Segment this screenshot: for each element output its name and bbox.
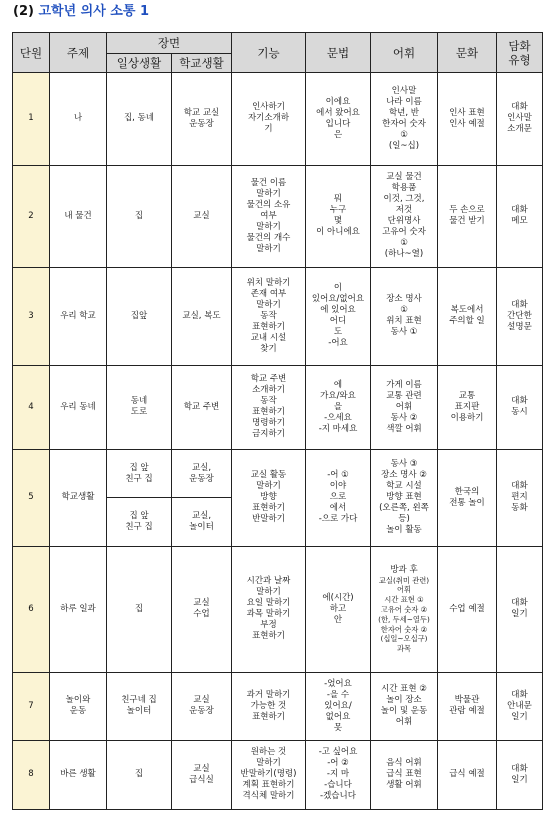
unit-number: 3: [13, 268, 50, 366]
vocab-cell: 장소 명사 ① 위치 표현 동사 ①: [371, 268, 438, 366]
scene-school-cell: 교실 수업: [172, 546, 232, 673]
scene-daily-cell: 집: [107, 740, 172, 809]
table-row: [13, 268, 543, 366]
topic-cell: 우리 동네: [50, 365, 107, 449]
discourse-cell: 대화 메모: [497, 165, 543, 268]
scene-daily-cell: 집앞: [107, 268, 172, 366]
vocab-cell: 동사 ③ 장소 명사 ② 학교 시설 방향 표현 (오른쪽, 왼쪽 등) 놀이 활동: [371, 450, 438, 547]
scene-daily-cell: 집: [107, 546, 172, 673]
vocab-cell: 교실 물건 학용품 이것, 그것, 저것 단위명사 고유어 숫자 ① (하나~열): [371, 165, 438, 268]
scene-daily-cell: 집 앞 친구 집: [107, 450, 172, 498]
topic-cell: 바른 생활: [50, 740, 107, 809]
header-unit: 단원: [13, 33, 50, 73]
culture-cell: 두 손으로 물건 받기: [438, 165, 497, 268]
topic-cell: 놀이와 운동: [50, 673, 107, 740]
scene-school-cell: 학교 주변: [172, 365, 232, 449]
unit-number: 7: [13, 673, 50, 740]
function-cell: 학교 주변 소개하기 동작 표현하기 명령하기 금지하기: [232, 365, 306, 449]
unit-number: 6: [13, 546, 50, 673]
header-culture: 문화: [438, 33, 497, 73]
unit-number: 4: [13, 365, 50, 449]
culture-cell: 박물관 관람 예절: [438, 673, 497, 740]
table-row: [13, 546, 543, 673]
grammar-cell: -었어요 -을 수 있어요/ 없어요 못: [306, 673, 371, 740]
discourse-cell: 대화 일기: [497, 740, 543, 809]
scene-school-cell: 교실, 놀이터: [172, 498, 232, 546]
grammar-cell: 이 있어요/없어요 에 있어요 어디 도 -어요: [306, 268, 371, 366]
header-function: 기능: [232, 33, 306, 73]
grammar-cell: 에(시간) 하고 안: [306, 546, 371, 673]
discourse-cell: 대화 편지 동화: [497, 450, 543, 547]
scene-daily-cell: 집: [107, 165, 172, 268]
topic-cell: 내 물건: [50, 165, 107, 268]
vocab-cell: 방과 후 교실(취미 관련) 어휘 시간 표현 ① 고유어 숫자 ② (한, 두세~열두) 한자어 숫자 ② (십일~오십구) 과목: [371, 546, 438, 673]
table-row: [13, 365, 543, 449]
scene-daily-cell: 친구네 집 놀이터: [107, 673, 172, 740]
function-cell: 인사하기 자기소개하 기: [232, 73, 306, 166]
table-row: [13, 740, 543, 809]
scene-school-cell: 교실 급식실: [172, 740, 232, 809]
unit-number: 2: [13, 165, 50, 268]
function-cell: 원하는 것 말하기 반말하기(명령) 계획 표현하기 격식체 말하기: [232, 740, 306, 809]
scene-school-cell: 교실: [172, 165, 232, 268]
scene-school-cell: 교실, 복도: [172, 268, 232, 366]
function-cell: 시간과 날짜 말하기 요일 말하기 과목 말하기 부정 표현하기: [232, 546, 306, 673]
topic-cell: 나: [50, 73, 107, 166]
culture-cell: 급식 예절: [438, 740, 497, 809]
scene-daily-cell: 동네 도로: [107, 365, 172, 449]
discourse-cell: 대화 간단한 설명문: [497, 268, 543, 366]
discourse-cell: 대화 안내문 일기: [497, 673, 543, 740]
section-number: (2): [13, 4, 34, 19]
culture-cell: 한국의 전통 놀이: [438, 450, 497, 547]
scene-school-cell: 교실, 운동장: [172, 450, 232, 498]
unit-number: 5: [13, 450, 50, 547]
vocab-cell: 음식 어휘 급식 표현 생활 어휘: [371, 740, 438, 809]
culture-cell: 복도에서 주의할 일: [438, 268, 497, 366]
header-discourse: 담화 유형: [497, 33, 543, 73]
section-title-text: 고학년 의사 소통 1: [38, 4, 149, 19]
culture-cell: 교통 표지판 이용하기: [438, 365, 497, 449]
scene-daily-cell: 집, 동네: [107, 73, 172, 166]
header-scene: 장면: [107, 33, 232, 54]
header-scene-school: 학교생활: [172, 54, 232, 73]
discourse-cell: 대화 일기: [497, 546, 543, 673]
function-cell: 물건 이름 말하기 물건의 소유 여부 말하기 물건의 개수 말하기: [232, 165, 306, 268]
discourse-cell: 대화 동시: [497, 365, 543, 449]
function-cell: 교실 활동 말하기 방향 표현하기 반말하기: [232, 450, 306, 547]
topic-cell: 우리 학교: [50, 268, 107, 366]
scene-school-cell: 학교 교실 운동장: [172, 73, 232, 166]
vocab-cell: 가게 이름 교통 관련 어휘 동사 ② 색깔 어휘: [371, 365, 438, 449]
vocab-cell: 인사말 나라 이름 학년, 반 한자어 숫자 ① (일~십): [371, 73, 438, 166]
unit-number: 8: [13, 740, 50, 809]
unit-number: 1: [13, 73, 50, 166]
topic-cell: 하루 일과: [50, 546, 107, 673]
curriculum-table: [12, 32, 543, 810]
vocab-cell: 시간 표현 ② 놀이 장소 놀이 및 운동 어휘: [371, 673, 438, 740]
header-vocab: 어휘: [371, 33, 438, 73]
topic-cell: 학교생활: [50, 450, 107, 547]
discourse-cell: 대화 인사말 소개문: [497, 73, 543, 166]
header-grammar: 문법: [306, 33, 371, 73]
grammar-cell: -어 ① 이야 으로 에서 -으로 가다: [306, 450, 371, 547]
function-cell: 과거 말하기 가능한 것 표현하기: [232, 673, 306, 740]
grammar-cell: -고 싶어요 -어 ② -지 마 -습니다 -겠습니다: [306, 740, 371, 809]
table-row: [13, 165, 543, 268]
grammar-cell: 이에요 에서 왔어요 입니다 은: [306, 73, 371, 166]
table-row: [13, 73, 543, 166]
culture-cell: 인사 표현 인사 예절: [438, 73, 497, 166]
grammar-cell: 뭐 누구 몇 이 아니에요: [306, 165, 371, 268]
scene-daily-cell: 집 앞 친구 집: [107, 498, 172, 546]
table-body: [13, 73, 543, 810]
scene-school-cell: 교실 운동장: [172, 673, 232, 740]
table-row: [13, 673, 543, 740]
grammar-cell: 에 가요/와요 을 -으세요 -지 마세요: [306, 365, 371, 449]
function-cell: 위치 말하기 존재 여부 말하기 동작 표현하기 교내 시설 찾기: [232, 268, 306, 366]
section-title: [13, 3, 149, 20]
table-row: [13, 450, 543, 498]
header-scene-daily: 일상생활: [107, 54, 172, 73]
header-topic: 주제: [50, 33, 107, 73]
culture-cell: 수업 예절: [438, 546, 497, 673]
